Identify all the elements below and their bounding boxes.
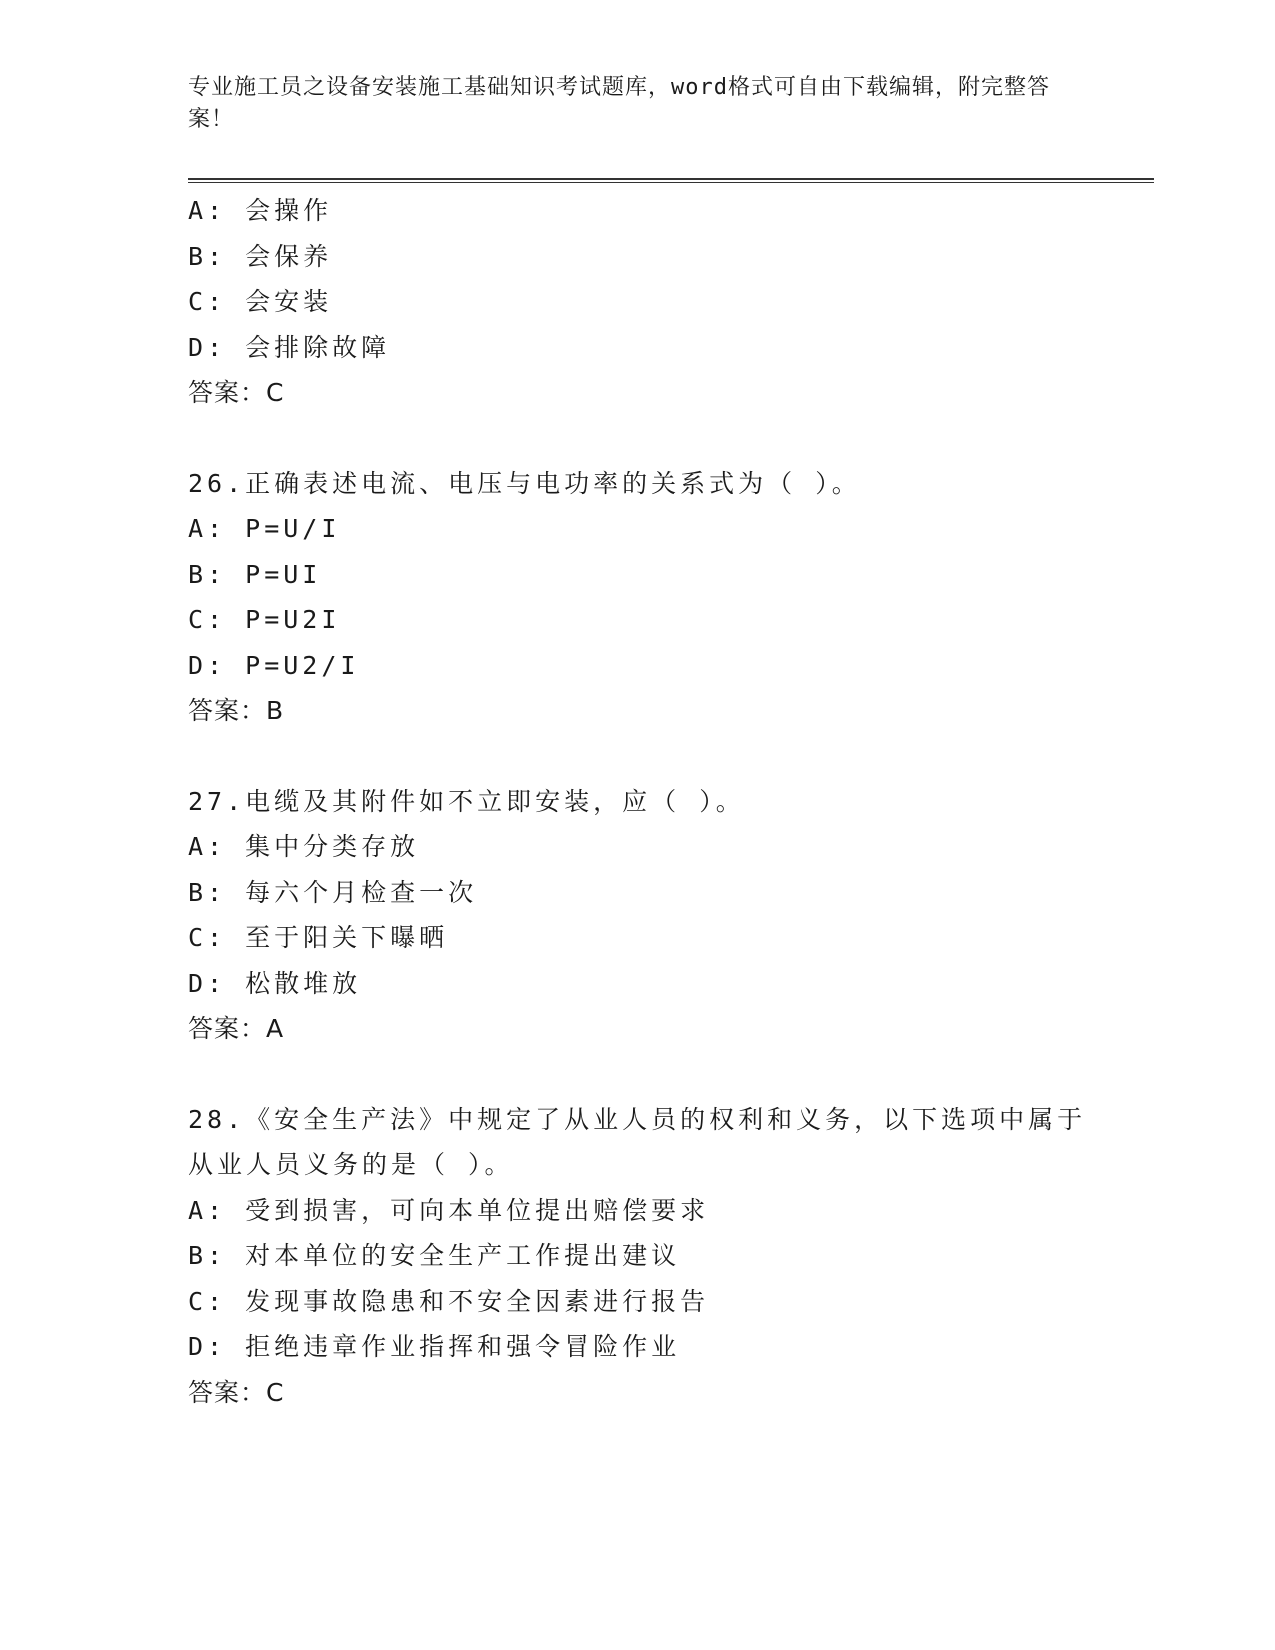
question-block-26 bbox=[188, 461, 1148, 734]
option-a: A: 集中分类存放 bbox=[188, 832, 420, 861]
option-a: A: 会操作 bbox=[188, 196, 333, 225]
question-stem-line-2: 从业人员义务的是（ ）。 bbox=[188, 1150, 514, 1179]
option-b: B: 对本单位的安全生产工作提出建议 bbox=[188, 1241, 681, 1270]
option-d: D: 松散堆放 bbox=[188, 968, 362, 998]
option-c: C: P=U2I bbox=[188, 605, 341, 634]
document-header: 专业施工员之设备安装施工基础知识考试题库，word格式可自由下载编辑，附完整答案！ bbox=[188, 75, 1050, 132]
answer-line: 答案：A bbox=[188, 1014, 285, 1043]
spacer bbox=[188, 1052, 1148, 1097]
answer-line: 答案：B bbox=[188, 696, 285, 725]
option-a: A: 受到损害，可向本单位提出赔偿要求 bbox=[188, 1195, 710, 1225]
option-b: B: 每六个月检查一次 bbox=[188, 877, 478, 907]
spacer bbox=[188, 416, 1148, 461]
option-b: B: P=UI bbox=[188, 559, 322, 589]
question-block-28 bbox=[188, 1097, 1148, 1416]
question-list bbox=[188, 188, 1148, 1415]
question-block-27 bbox=[188, 779, 1148, 1052]
option-c: C: 至于阳关下曝晒 bbox=[188, 923, 449, 952]
spacer bbox=[188, 734, 1148, 779]
option-d: D: 会排除故障 bbox=[188, 332, 391, 362]
answer-line: 答案：C bbox=[188, 378, 285, 407]
answer-line: 答案：C bbox=[188, 1377, 285, 1407]
question-stem: 26.正确表述电流、电压与电功率的关系式为（ ）。 bbox=[188, 468, 861, 498]
option-c: C: 会安装 bbox=[188, 287, 333, 316]
header-divider bbox=[188, 178, 1154, 183]
question-stem-line-1: 28.《安全生产法》中规定了从业人员的权利和义务，以下选项中属于 bbox=[188, 1104, 1087, 1134]
option-c: C: 发现事故隐患和不安全因素进行报告 bbox=[188, 1286, 710, 1316]
question-block-25 bbox=[188, 188, 1148, 416]
option-b: B: 会保养 bbox=[188, 241, 333, 271]
option-d: D: P=U2/I bbox=[188, 650, 360, 680]
question-stem: 27.电缆及其附件如不立即安装，应（ ）。 bbox=[188, 786, 745, 816]
option-a: A: P=U/I bbox=[188, 514, 341, 543]
option-d: D: 拒绝违章作业指挥和强令冒险作业 bbox=[188, 1332, 681, 1361]
